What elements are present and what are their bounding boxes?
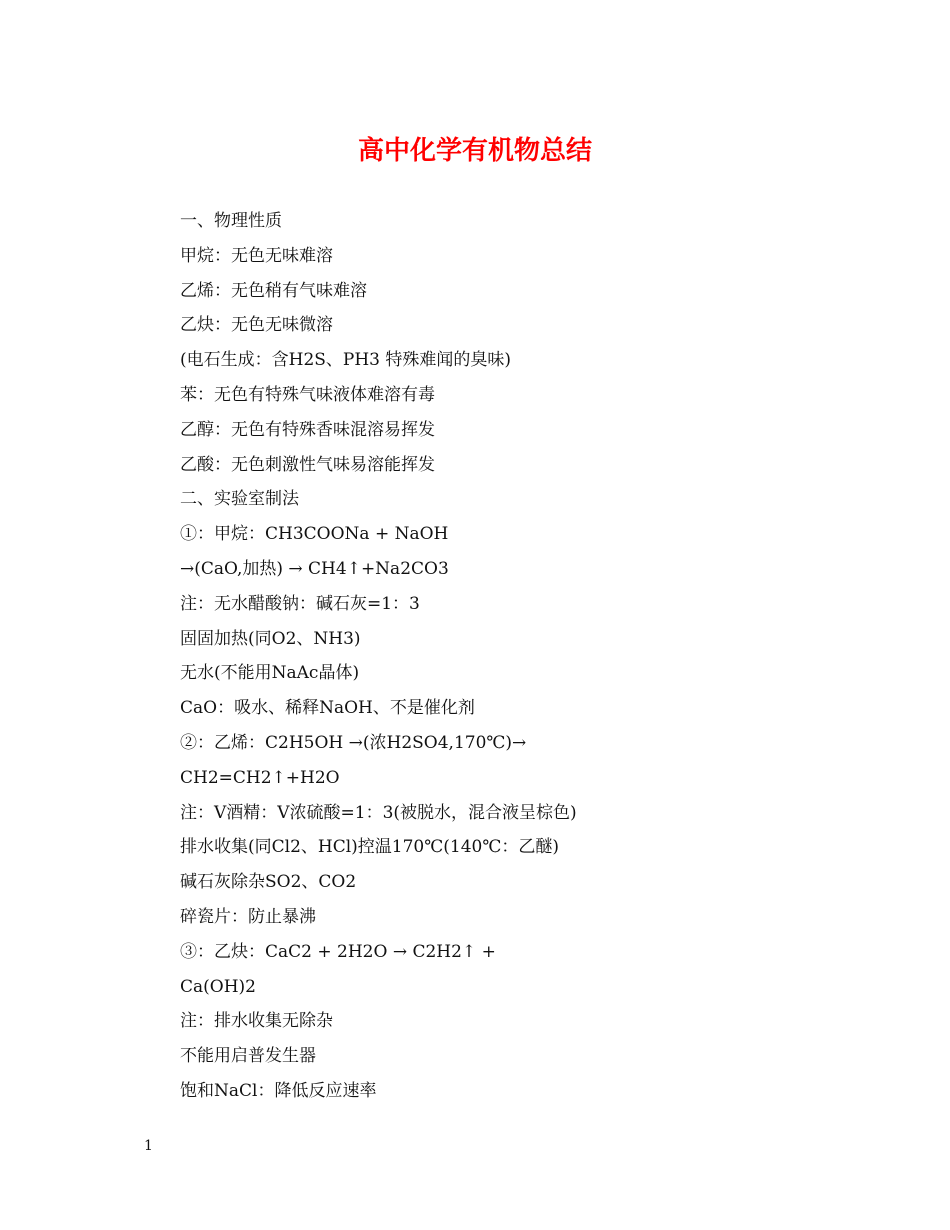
text-line: 注：无水醋酸钠：碱石灰=1：3 [180,593,420,614]
text-line: 乙炔：无色无味微溶 [180,315,333,336]
page-title: 高中化学有机物总结 [357,136,592,166]
text-line: ①：甲烷：CH3COONa + NaOH [180,524,449,545]
text-line: CH2=CH2↑+H2O [180,767,340,788]
text-line: 注：V酒精：V浓硫酸=1：3(被脱水，混合液呈棕色) [180,802,577,823]
text-line: 排水收集(同Cl2、HCl)控温170℃(140℃：乙醚) [180,837,559,858]
text-line: 乙烯：无色稍有气味难溶 [180,280,367,301]
text-line: 苯：无色有特殊气味液体难溶有毒 [180,384,435,405]
text-line: 固固加热(同O2、NH3) [180,628,361,649]
text-line: Ca(OH)2 [180,976,256,997]
text-line: 不能用启普发生器 [180,1046,316,1067]
text-line: 二、实验室制法 [180,489,299,510]
text-line: 乙酸：无色刺激性气味易溶能挥发 [180,454,435,475]
text-line: 乙醇：无色有特殊香味混溶易挥发 [180,419,435,440]
text-line: 碎瓷片：防止暴沸 [180,906,316,927]
text-line: 一、物理性质 [180,211,282,231]
page-number: 1 [144,1138,153,1154]
text-line: →(CaO,加热) → CH4↑+Na2CO3 [180,558,449,579]
text-line: (电石生成：含H2S、PH3 特殊难闻的臭味) [180,350,512,371]
text-line: ③：乙炔：CaC2 + 2H2O → C2H2↑ + [180,941,496,962]
text-line: CaO：吸水、稀释NaOH、不是催化剂 [180,698,475,719]
document-body [180,204,900,1109]
text-line: 碱石灰除杂SO2、CO2 [180,872,357,893]
text-line: 无水(不能用NaAc晶体) [180,663,360,684]
text-line: ②：乙烯：C2H5OH →(浓H2SO4,170℃)→ [180,732,527,753]
text-line: 注：排水收集无除杂 [180,1011,333,1032]
text-line: 甲烷：无色无味难溶 [180,245,333,266]
text-line: 饱和NaCl：降低反应速率 [180,1080,377,1101]
